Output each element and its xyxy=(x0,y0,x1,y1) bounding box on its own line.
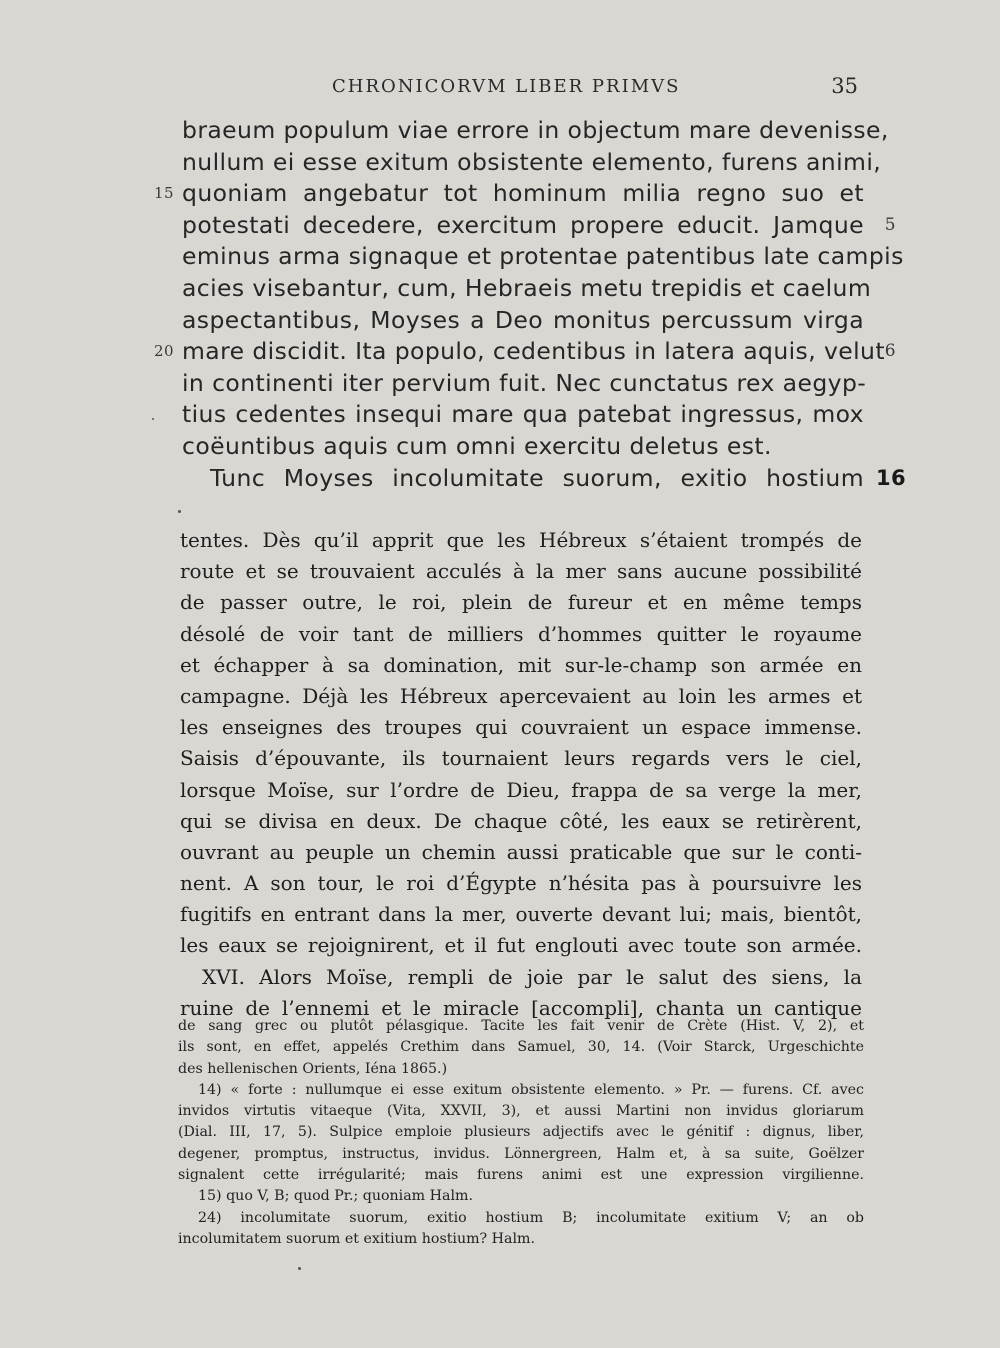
line-number-20: 20 xyxy=(154,342,174,361)
latin-line: Tunc Moyses incolumitate suorum, exitio hostium 16 xyxy=(182,463,864,495)
french-line: qui se divisa en deux. De chaque côté, les eaux se retirèrent, xyxy=(180,808,862,833)
latin-text-block xyxy=(154,115,906,494)
footnote-line: ils sont, en effet, appelés Crethim dans Samuel, 30, 14. (Voir Starck, Urgeschichte xyxy=(178,1039,864,1056)
french-line: les eaux se rejoignirent, et il fut englouti avec toute son armée. xyxy=(180,933,862,958)
french-line: campagne. Déjà les Hébreux apercevaient au loin les armes et xyxy=(180,683,862,708)
latin-line: acies visebantur, cum, Hebraeis metu trepidis et caelum xyxy=(182,273,872,302)
footnote-line: degener, promptus, instructus, invidus. Lönnergreen, Halm et, à sa suite, Goëlzer xyxy=(178,1145,864,1162)
print-speck xyxy=(152,418,154,420)
latin-line: nullum ei esse exitum obsistente elemento, furens animi, xyxy=(182,147,882,176)
footnote-line: 15) quo V, B; quod Pr.; quoniam Halm. xyxy=(198,1188,473,1205)
footnote-line: 24) incolumitate suorum, exitio hostium B; incolumitate exitium V; an ob xyxy=(198,1209,864,1226)
french-line: et échapper à sa domination, mit sur-le-champ son armée en xyxy=(180,652,862,677)
line-number-15: 15 xyxy=(154,184,174,203)
page-number: 35 xyxy=(831,74,858,98)
footnotes-block xyxy=(178,1016,864,1250)
latin-line: potestati decedere, exercitum propere educit. Jamque 5 xyxy=(182,210,864,242)
french-line: lorsque Moïse, sur l’ordre de Dieu, frappa de sa verge la mer, xyxy=(180,777,862,802)
margin-number-5: 5 xyxy=(884,214,896,235)
french-line: ouvrant au peuple un chemin aussi praticable que sur le conti- xyxy=(180,839,862,864)
french-line: tentes. Dès qu’il apprit que les Hébreux s’étaient trompés de xyxy=(180,528,862,552)
footnote-line: des hellenischen Orients, Iéna 1865.) xyxy=(178,1060,448,1077)
footnote-line: 14) « forte : nullumque ei esse exitum obsistente elemento. » Pr. — furens. Cf. avec xyxy=(198,1081,864,1098)
latin-line: tius cedentes insequi mare qua patebat ingressus, mox xyxy=(182,400,864,429)
print-speck xyxy=(178,510,181,513)
latin-line: in continenti iter pervium fuit. Nec cunctatus rex aegyp- xyxy=(182,368,867,397)
french-line: route et se trouvaient acculés à la mer sans aucune possibilité xyxy=(180,559,862,584)
french-line: désolé de voir tant de milliers d’hommes quitter le royaume xyxy=(180,621,862,646)
latin-line: eminus arma signaque et protentae patentibus late campis xyxy=(182,242,904,271)
print-speck xyxy=(298,1267,301,1270)
french-line: fugitifs en entrant dans la mer, ouverte devant lui; mais, bientôt, xyxy=(180,902,862,927)
footnote-line: incolumitatem suorum et exitium hostium? Halm. xyxy=(178,1230,536,1247)
french-line: XVI. Alors Moïse, rempli de joie par le salut des siens, la xyxy=(202,964,862,989)
footnote-line: de sang grec ou plutôt pélasgique. Tacite les fait venir de Crète (Hist. V, 2), et xyxy=(178,1018,864,1034)
french-line: nent. A son tour, le roi d’Égypte n’hésita pas à poursuivre les xyxy=(180,871,862,896)
french-line: ruine de l’ennemi et le miracle [accompli], chanta un cantique xyxy=(180,995,862,1020)
french-translation-block xyxy=(180,525,862,1024)
footnote-line: (Dial. III, 17, 5). Sulpice emploie plusieurs adjectifs avec le génitif : dignus, liber, xyxy=(178,1124,864,1141)
french-line: Saisis d’épouvante, ils tournaient leurs regards vers le ciel, xyxy=(180,746,862,771)
footnote-line: signalent cette irrégularité; mais furens animi est une expression virgilienne. xyxy=(178,1167,864,1184)
margin-number-6: 6 xyxy=(884,341,896,362)
latin-line: 15 quoniam angebatur tot hominum milia regno suo et xyxy=(182,178,864,210)
latin-line: coëuntibus aquis cum omni exercitu deletus est. xyxy=(182,431,772,460)
footnote-line: invidos virtutis vitaeque (Vita, XXVII, 3), et aussi Martini non invidus gloriarum xyxy=(178,1103,864,1120)
french-line: les enseignes des troupes qui couvraient un espace immense. xyxy=(180,715,862,740)
running-title: CHRONICORVM LIBER PRIMVS xyxy=(332,76,681,97)
latin-line: braeum populum viae errore in objectum mare devenisse, xyxy=(182,116,889,144)
french-line: de passer outre, le roi, plein de fureur et en même temps xyxy=(180,590,862,615)
latin-line: 20 mare discidit. Ita populo, cedentibus in latera aquis, velut 6 xyxy=(182,336,864,368)
chapter-marker: 16 xyxy=(875,465,906,490)
latin-line: aspectantibus, Moyses a Deo monitus percussum virga xyxy=(182,305,864,334)
